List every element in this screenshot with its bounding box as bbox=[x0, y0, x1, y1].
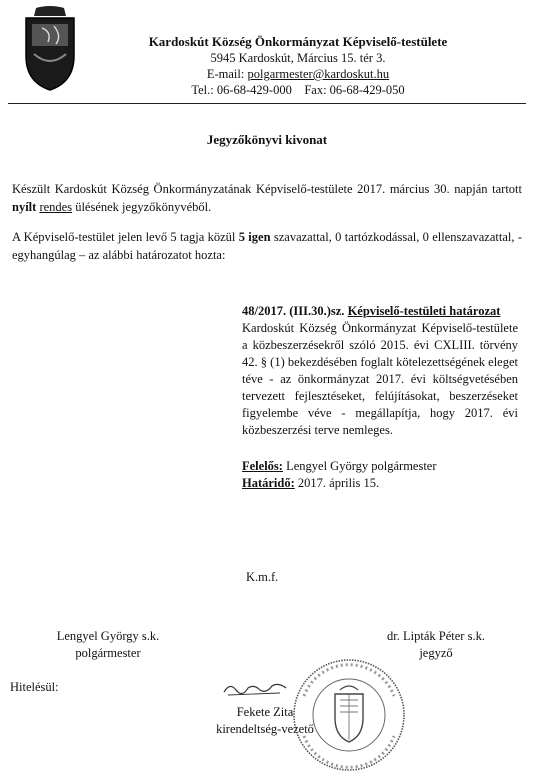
mayor-name: Lengyel György s.k. bbox=[56, 629, 160, 643]
mayor-signature-block bbox=[8, 628, 208, 662]
notary-title: jegyző bbox=[419, 646, 453, 660]
municipality-address: 5945 Kardoskút, Március 15. tér 3. bbox=[210, 51, 386, 65]
vote-yes-count: 5 igen bbox=[238, 230, 271, 244]
coat-of-arms-icon bbox=[22, 6, 78, 92]
email-link[interactable]: polgarmester@kardoskut.hu bbox=[247, 67, 390, 81]
resolution-title: Képviselő-testületi határozat bbox=[347, 304, 501, 318]
resolution-body: Kardoskút Község Önkormányzat Képviselő-testülete a közbeszerzésekről szóló 2015. évi CXLIII. törvény 42. § (1) bekezdésében foglalt kötelezettségének eleget téve - az önkormányzat 2017. évi költségvetésében tervezett fejlesztéseket, felújításokat, beszerzéseket figyelembe véve - megállapítja, hogy 2017. évi közbeszerzési terve nemleges. bbox=[242, 321, 518, 437]
intro-regular-session: rendes bbox=[39, 200, 73, 214]
mayor-title: polgármester bbox=[75, 646, 141, 660]
resolution-heading bbox=[242, 303, 518, 320]
phone-number: Tel.: 06-68-429-000 bbox=[191, 83, 292, 97]
document-title: Jegyzőkönyvi kivonat bbox=[206, 132, 328, 147]
header-divider bbox=[8, 103, 526, 104]
vote-paragraph bbox=[12, 228, 522, 264]
municipality-name: Kardoskút Község Önkormányzat Képviselő-testülete bbox=[148, 34, 448, 49]
handwritten-signature bbox=[220, 678, 290, 700]
fax-number: Fax: 06-68-429-050 bbox=[304, 83, 405, 97]
responsible-line bbox=[242, 458, 437, 475]
letterhead bbox=[88, 34, 508, 98]
resolution-number: 48/2017. (III.30.)sz. bbox=[242, 304, 345, 318]
authenticator-name: Fekete Zita bbox=[236, 705, 294, 719]
vote-text: A Képviselő-testület jelen levő 5 tagja közül bbox=[12, 230, 239, 244]
authenticator-role: kirendeltség-vezető bbox=[216, 722, 314, 736]
deadline-label: Határidő: bbox=[242, 476, 295, 490]
responsible-label: Felelős: bbox=[242, 459, 283, 473]
deadline-value: 2017. április 15. bbox=[294, 476, 380, 490]
authentication-label: Hitelésül: bbox=[10, 680, 59, 694]
phone-line bbox=[88, 82, 508, 98]
intro-text: Készült Kardoskút Község Önkormányzatának Képviselő-testülete 2017. március 30. napján tartott bbox=[12, 182, 522, 196]
intro-open-session: nyílt bbox=[12, 200, 37, 214]
intro-paragraph bbox=[12, 180, 522, 216]
official-stamp-icon bbox=[290, 656, 408, 774]
notary-name: dr. Lipták Péter s.k. bbox=[387, 629, 485, 643]
email-line bbox=[88, 66, 508, 82]
deadline-line bbox=[242, 475, 379, 492]
responsible-value: Lengyel György polgármester bbox=[282, 459, 437, 473]
email-label: E-mail: bbox=[206, 67, 248, 81]
kmf-mark: K.m.f. bbox=[246, 570, 279, 584]
vote-text-end: szavazattal, 0 tartózkodással, 0 ellenszavazattal, - egyhangúlag – az alábbi határozatot hozta: bbox=[12, 230, 522, 262]
intro-text-end: ülésének jegyzőkönyvéből. bbox=[72, 200, 212, 214]
